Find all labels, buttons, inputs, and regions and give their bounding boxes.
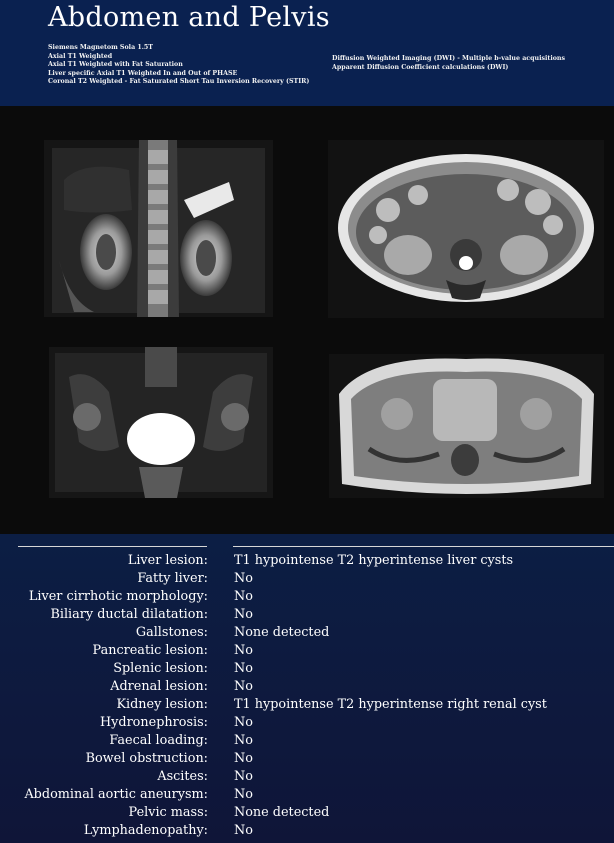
finding-label: Kidney lesion: — [116, 697, 208, 712]
protocol-item: Axial T1 Weighted — [48, 52, 113, 60]
protocol-item: Apparent Diffusion Coefficient calculations (DWI) — [332, 63, 509, 71]
finding-value: No — [234, 661, 253, 676]
finding-label: Fatty liver: — [137, 571, 208, 586]
protocol-list-left — [48, 44, 309, 87]
finding-label: Pancreatic lesion: — [92, 643, 208, 658]
finding-value: No — [234, 643, 253, 658]
protocol-item: Siemens Magnetom Sola 1.5T — [48, 44, 153, 51]
header-banner — [0, 0, 614, 106]
finding-value: None detected — [234, 625, 330, 640]
finding-row — [0, 805, 614, 823]
finding-row — [0, 661, 614, 679]
finding-value: T1 hypointense T2 hyperintense right renal cyst — [234, 697, 547, 712]
finding-row — [0, 769, 614, 787]
finding-value: No — [234, 571, 253, 586]
finding-label: Liver cirrhotic morphology: — [28, 589, 208, 604]
protocol-list-right — [332, 55, 565, 72]
finding-row — [0, 697, 614, 715]
protocol-item: Liver specific Axial T1 Weighted In and Out of PHASE — [48, 69, 238, 77]
protocol-item: Diffusion Weighted Imaging (DWI) - Multiple b-value acquisitions — [332, 55, 566, 62]
finding-row — [0, 751, 614, 769]
image-panel — [0, 106, 614, 534]
finding-row — [0, 823, 614, 841]
finding-label: Liver lesion: — [127, 553, 208, 568]
axial-t2-upper-abdomen-image — [328, 140, 604, 318]
findings-panel — [0, 534, 614, 843]
finding-row — [0, 679, 614, 697]
finding-value: No — [234, 769, 253, 784]
finding-value: No — [234, 733, 253, 748]
finding-value: No — [234, 751, 253, 766]
finding-label: Ascites: — [157, 769, 208, 784]
finding-value: No — [234, 607, 253, 622]
finding-row — [0, 733, 614, 751]
finding-row — [0, 643, 614, 661]
axial-t2-pelvis-image — [329, 354, 604, 498]
finding-value: No — [234, 823, 253, 838]
protocol-item: Coronal T2 Weighted - Fat Saturated Short Tau Inversion Recovery (STIR) — [48, 78, 310, 86]
finding-label: Gallstones: — [135, 625, 208, 640]
protocol-item: Axial T1 Weighted with Fat Saturation — [48, 61, 183, 69]
finding-row — [0, 787, 614, 805]
finding-value: T1 hypointense T2 hyperintense liver cysts — [234, 553, 514, 568]
finding-value: No — [234, 787, 253, 802]
finding-row — [0, 607, 614, 625]
divider-right — [233, 546, 614, 547]
finding-row — [0, 589, 614, 607]
finding-label: Bowel obstruction: — [85, 751, 208, 766]
finding-label: Lymphadenopathy: — [83, 823, 208, 838]
finding-value: No — [234, 715, 253, 730]
finding-label: Pelvic mass: — [128, 805, 208, 820]
coronal-stir-abdomen-image — [44, 140, 273, 317]
divider-left — [18, 546, 207, 547]
finding-row — [0, 571, 614, 589]
finding-row — [0, 625, 614, 643]
finding-label: Biliary ductal dilatation: — [50, 607, 208, 622]
finding-value: None detected — [234, 805, 330, 820]
finding-label: Adrenal lesion: — [110, 679, 208, 694]
coronal-stir-pelvis-image — [49, 347, 273, 498]
page-title: Abdomen and Pelvis — [48, 2, 330, 33]
finding-value: No — [234, 679, 253, 694]
finding-row — [0, 715, 614, 733]
finding-row — [0, 553, 614, 571]
finding-label: Splenic lesion: — [113, 661, 208, 676]
finding-label: Abdominal aortic aneurysm: — [24, 787, 208, 802]
finding-label: Faecal loading: — [109, 733, 208, 748]
finding-value: No — [234, 589, 253, 604]
finding-label: Hydronephrosis: — [99, 715, 208, 730]
